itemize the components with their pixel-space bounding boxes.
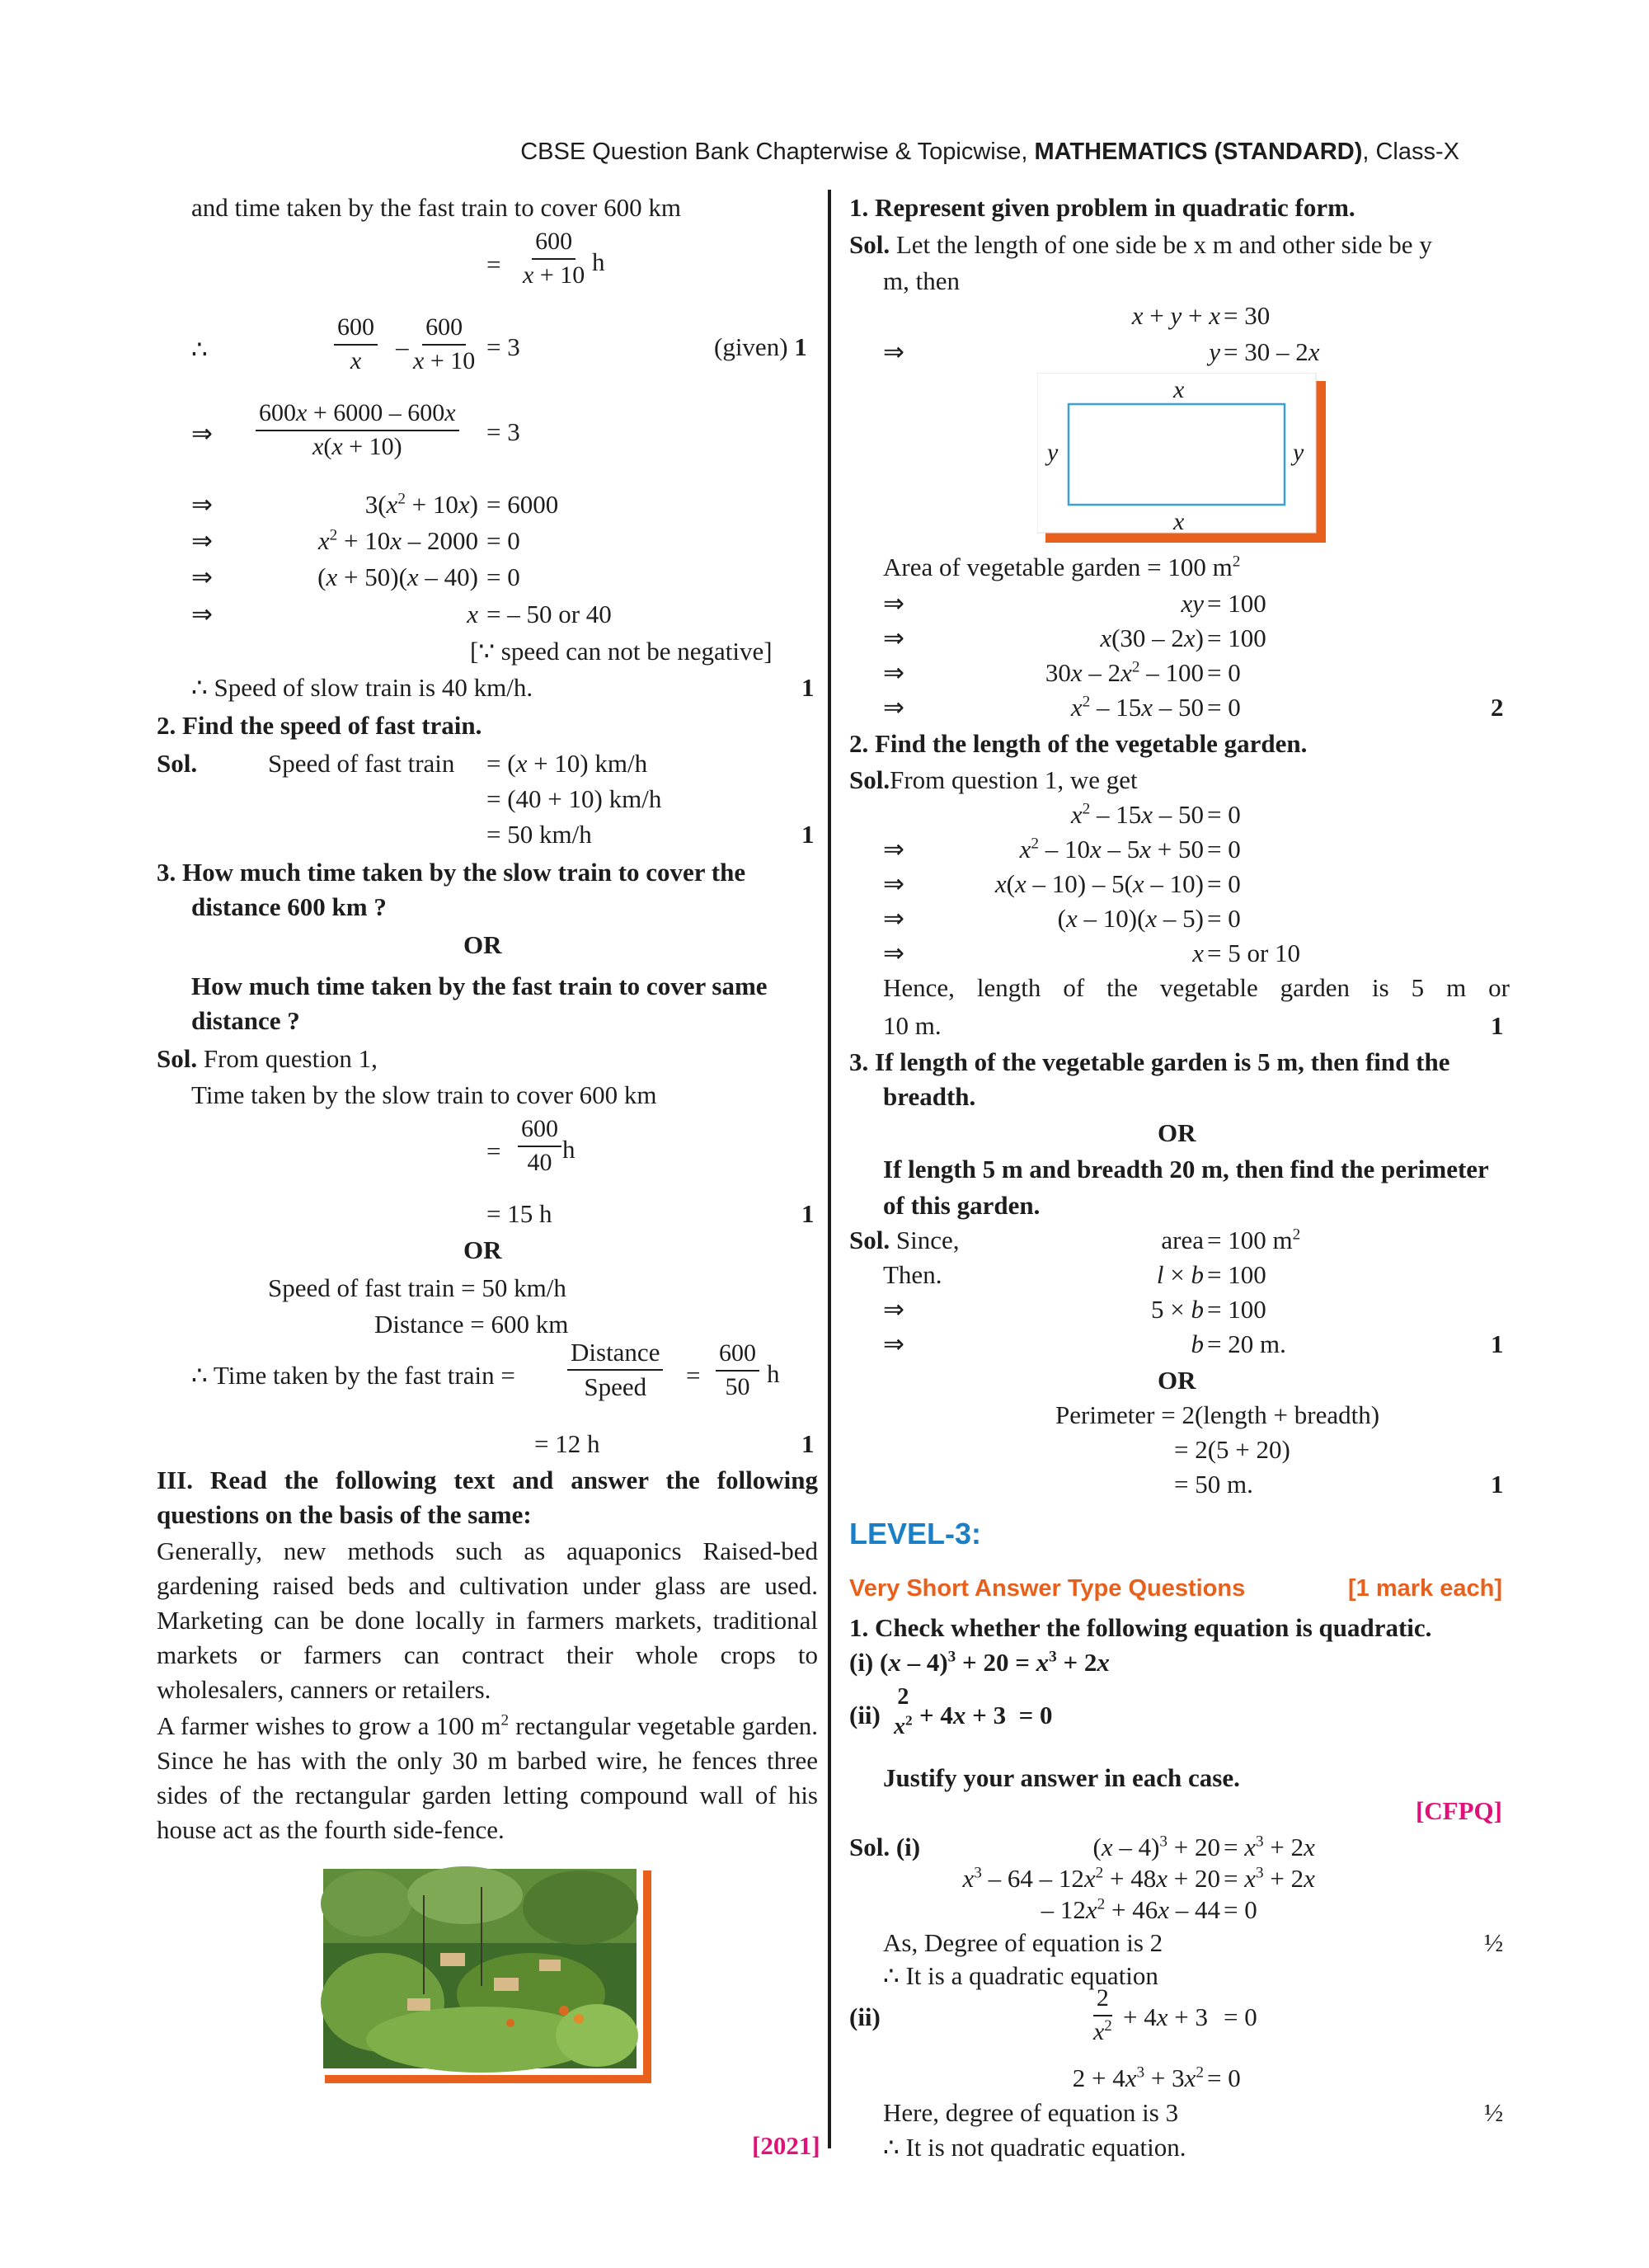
equation-rhs: = 15 h [486,1199,552,1228]
equation-rhs: = 0 [1207,2063,1241,2092]
equation-lhs: x [1192,939,1204,967]
unit: h [562,1135,576,1164]
implies: ⇒ [883,658,904,687]
equals: = [686,1361,701,1390]
fraction: $\frac{600}{x + 10}$ [413,313,476,374]
equation-lhs: $x^2 + 10x - 2000$ [317,526,478,555]
text-line: m, then [883,266,960,295]
equation-rhs: = 0 [486,526,520,555]
question: distance ? [191,1006,300,1035]
garden-photo [317,1862,651,2083]
unit: h [767,1359,780,1388]
equation-lhs: xy [1181,589,1204,618]
implies: ⇒ [883,1329,904,1358]
equation-rhs: = 6000 [486,490,559,519]
page-header: CBSE Question Bank Chapterwise & Topicwise, MATHEMATICS (STANDARD), Class-X [520,139,1459,165]
fraction: $\frac{600}{x + 10}$ [523,228,585,289]
implies: ⇒ [883,589,904,618]
equation-lhs: $x^3 - 64 - 12x^2 + 48x + 20$ [962,1864,1220,1893]
equation-rhs: = 100 $m^2$ [1207,1226,1301,1254]
text-line: Distance = 600 km [374,1310,569,1339]
question: 3. If length of the vegetable garden is 5 m, then find the [849,1047,1450,1076]
sol-text: Sol.From question 1, we get [849,765,1138,794]
text-line: ∴ Time taken by the fast train = [191,1361,515,1390]
unit: h [592,247,605,276]
equation-lhs: $x^2 - 15x - 50$ [1070,800,1204,829]
paragraph: A farmer wishes to grow a 100 $m^2$ rectangular vegetable garden. Since he has with the only 30 m barbed wire, he fences three sides of the rectangular garden letting compound wall of his house act as the fourth side-fence. [157,1711,818,1844]
equation-lhs: + 4x + 3 [1123,2002,1208,2031]
fraction: $\frac{600}{40}$ [518,1115,561,1177]
equation-rhs: = 5 or 10 [1207,939,1301,967]
fraction: $\frac{600}{50}$ [716,1339,759,1401]
equation-lhs: $x^2 - 10x - 5x + 50$ [1019,835,1204,863]
equals: = [486,1136,501,1165]
fraction: Distance Speed [567,1338,663,1401]
sol-label: (ii) [849,2002,881,2031]
marks: 2 [1491,693,1504,722]
marks: 1 [801,820,815,849]
equation-rhs: = 50 km/h [486,820,592,849]
garden-diagram [1037,373,1326,543]
equation-rhs: = 0 [1207,693,1241,722]
sol-text: Sol. Let the length of one side be x m and other side be y [849,230,1432,259]
marks: 1 [801,1199,815,1228]
equation-rhs: = 30 [1224,301,1271,330]
column-divider [828,190,831,2148]
implies: ⇒ [191,526,213,555]
equation-rhs: = (40 + 10) km/h [486,784,662,813]
or-label: OR [463,930,502,959]
year-tag: [2021] [752,2131,820,2160]
section-heading: III. Read the following text and answer the following questions on the basis of the same: [157,1466,818,1529]
equation-rhs: = 0 [1207,904,1241,933]
text-line: Hence, length of the vegetable garden is 5 m or [883,973,1510,1002]
implies: ⇒ [191,490,213,519]
equation-lhs: $2 + 4x^3 + 3x^2$ [1072,2063,1204,2092]
equation-rhs: = 2(5 + 20) [1174,1435,1290,1464]
level-heading: LEVEL-3: [849,1517,982,1550]
text-line: 10 m. [883,1011,942,1040]
conclusion: ∴ Speed of slow train is 40 km/h. [191,673,533,702]
text-line: ∴ It is a quadratic equation [883,1961,1158,1990]
text-line: Speed of fast train = 50 km/h [268,1273,566,1302]
text-line: Justify your answer in each case. [883,1763,1240,1792]
marks: 1 [801,673,815,702]
implies: ⇒ [883,693,904,722]
equation-rhs: = 50 m. [1174,1470,1253,1499]
text-line: Then. [883,1260,942,1289]
equation-rhs: = 12 h [534,1429,600,1458]
or-label: OR [463,1235,502,1264]
svg-text:y: y [1293,439,1304,466]
equation-rhs: = 0 [1207,869,1241,898]
equation-rhs: = $x^3 + 2x$ [1224,1864,1315,1893]
equation-rhs: = 0 [486,562,520,591]
equation-rhs: = 100 [1207,589,1266,618]
question: 3. How much time taken by the slow train to cover the [157,858,746,887]
text-line: Perimeter = 2(length + breadth) [1055,1400,1380,1429]
equation-rhs: = $x^3 + 2x$ [1224,1833,1315,1861]
equals: = [486,250,501,279]
equation-rhs: = 100 [1207,1260,1266,1289]
implies: ⇒ [191,419,213,448]
note: [∵ speed can not be negative] [470,637,773,666]
given-note: (given) 1 [714,332,807,361]
question: How much time taken by the fast train to cover same [191,972,768,1000]
fraction: $\frac{600}{x}$ [334,313,378,375]
equation-rhs: = – 50 or 40 [486,600,612,628]
marks: 1 [1491,1470,1504,1499]
question: 2. Find the speed of fast train. [157,711,482,740]
question-part-label: (ii) [849,1701,881,1729]
question: 1. Check whether the following equation is quadratic. [849,1613,1432,1642]
equation-lhs: y [1209,337,1220,366]
implies: ⇒ [191,600,213,628]
equation-lhs: $3(x^2 + 10x)$ [364,490,478,519]
paragraph: Generally, new methods such as aquaponics Raised-bed gardening raised beds and cultivation under glass are used. Marketing can be done locally in farmers markets, traditional markets or farmers can contract their whole crops to wholesalers, canners or retailers. [157,1536,818,1704]
question: distance 600 km ? [191,892,387,921]
equation-lhs: x(30 – 2x) [1100,623,1204,652]
svg-text:x: x [1173,376,1185,403]
question-part: (i) $(x - 4)^3 + 20 = x^3 + 2x$ [849,1648,1110,1677]
source-tag: [CFPQ] [1415,1796,1502,1825]
equation-rhs: = 0 [1224,1895,1257,1924]
marks: ½ [1484,2098,1504,2127]
minus: – [396,332,409,361]
equation: = 3 [486,417,520,446]
or-label: OR [1158,1118,1196,1147]
equation-lhs: – $12x^2 + 46x - 44$ [1041,1895,1220,1924]
implies: ⇒ [883,623,904,652]
question: If length 5 m and breadth 20 m, then find the perimeter [883,1155,1489,1183]
text-line: and time taken by the fast train to cover 600 km [191,193,681,222]
equation-rhs: = 100 [1207,623,1266,652]
fraction: 2 $x^2$ [894,1684,913,1740]
fraction: $\frac{600x + 6000 - 600x}{x(x + 10)}$ [256,399,459,461]
equation-lhs: area [1161,1226,1204,1254]
sol-text: Sol. From question 1, [157,1044,378,1073]
equation-rhs: = 20 m. [1207,1329,1286,1358]
equation-rhs: = 0 [1224,2002,1257,2031]
equation-rhs: = 0 [1207,800,1241,829]
section-label: Very Short Answer Type Questions [849,1575,1246,1602]
sol-text: Sol. Since, [849,1226,960,1254]
equation-rhs: = (x + 10) km/h [486,749,648,778]
equation-lhs: (x – 4)$^3$ + 20 [1092,1833,1220,1861]
marks-each-label: [1 mark each] [1348,1575,1502,1602]
sol-label: Sol. (i) [849,1833,921,1861]
marks: 1 [1491,1329,1504,1358]
equation-lhs: x + y + x [1131,301,1220,330]
sol-label: Sol. [157,749,198,778]
equation-lhs: l × b [1156,1260,1204,1289]
equation-rhs: = 100 [1207,1295,1266,1324]
text-line: ∴ It is not quadratic equation. [883,2133,1186,2162]
question: breadth. [883,1082,976,1111]
svg-text:y: y [1047,439,1059,466]
question: of this garden. [883,1191,1041,1220]
equation-lhs: x(x – 10) – 5(x – 10) [994,869,1204,898]
question-part: + 4x + 3 = 0 [919,1701,1053,1729]
question: 1. Represent given problem in quadratic form. [849,193,1355,222]
equation: = 3 [486,332,520,361]
equation-lhs: $x^2 - 15x - 50$ [1070,693,1204,722]
equation-lhs: Speed of fast train [268,749,455,778]
marks: 1 [1491,1011,1504,1040]
svg-text:x: x [1173,508,1185,535]
equation-lhs: x [467,600,478,628]
equation-lhs: (x + 50)(x – 40) [317,562,478,591]
therefore: ∴ [191,335,208,364]
text-line: Time taken by the slow train to cover 600 km [191,1080,657,1109]
fraction: $\frac{2}{x^2}$ [1093,1984,1112,2045]
text-line: Area of vegetable garden = 100 $m^2$ [883,553,1241,581]
or-label: OR [1158,1366,1196,1395]
implies: ⇒ [883,337,904,366]
implies: ⇒ [883,939,904,967]
implies: ⇒ [883,835,904,863]
equation-lhs: 5 × b [1151,1295,1204,1324]
equation-rhs: = 0 [1207,658,1241,687]
equation-lhs: b [1191,1329,1204,1358]
implies: ⇒ [883,904,904,933]
equation-rhs: = 30 – 2x [1224,337,1320,366]
marks: 1 [801,1429,815,1458]
equation-lhs: (x – 10)(x – 5) [1057,904,1204,933]
text-line: As, Degree of equation is 2 [883,1928,1163,1957]
equation-lhs: $30x - 2x^2 - 100$ [1045,658,1204,687]
equation-rhs: = 0 [1207,835,1241,863]
implies: ⇒ [883,869,904,898]
implies: ⇒ [883,1295,904,1324]
text-line: Here, degree of equation is 3 [883,2098,1179,2127]
implies: ⇒ [191,562,213,591]
marks: ½ [1484,1928,1504,1957]
question: 2. Find the length of the vegetable garden. [849,729,1308,758]
